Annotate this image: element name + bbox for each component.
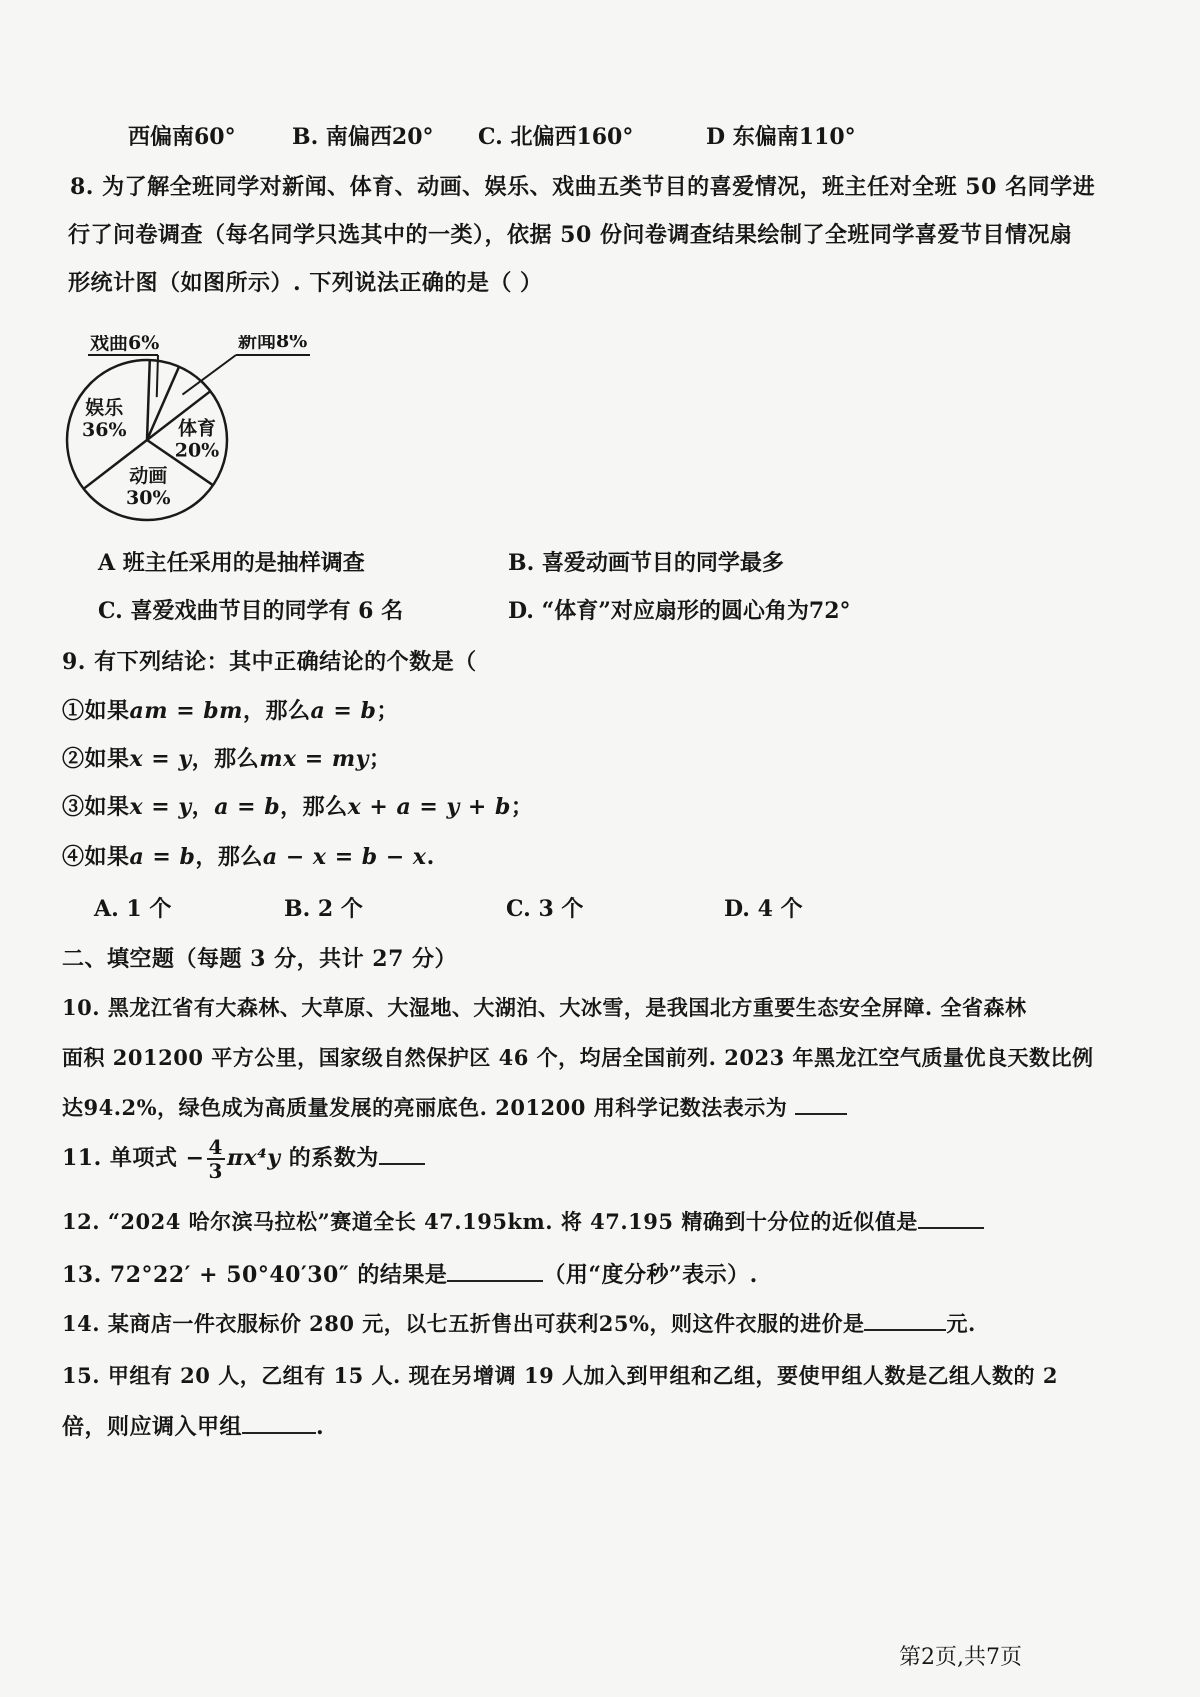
- q10-line2: 面积 201200 平方公里，国家级自然保护区 46 个，均居全国前列. 2023 年黑龙江空气质量优良天数比例: [62, 1045, 1094, 1070]
- page-footer: 第2页,共7页: [899, 1645, 1022, 1670]
- q10-answer-blank[interactable]: [795, 1095, 847, 1115]
- pie-callout-news-label: 新闻8%: [238, 335, 308, 352]
- q10-line1: 10. 黑龙江省有大森林、大草原、大湿地、大湖泊、大冰雪，是我国北方重要生态安全屏障. 全省森林: [62, 995, 1027, 1020]
- q8-option-b: B. 喜爱动画节目的同学最多: [508, 550, 784, 576]
- q9-statement-3: ③如果x = y，a = b，那么x + a = y + b；: [62, 794, 534, 820]
- pie-chart-svg: [60, 335, 380, 550]
- pie-value-娱乐: 36%: [82, 419, 127, 442]
- q13-line: 13. 72°22′ + 50°40′30″ 的结果是 （用“度分秒”表示）.: [62, 1262, 758, 1288]
- q9-statement-1: ①如果am = bm，那么a = b；: [62, 698, 399, 724]
- q9-option-c: C. 3 个: [506, 896, 584, 922]
- q15-line1: 15. 甲组有 20 人，乙组有 15 人. 现在另增调 19 人加入到甲组和乙组，要使甲组人数是乙组人数的 2: [62, 1363, 1058, 1388]
- pie-label-动画: 动画: [129, 464, 168, 487]
- q9-statement-2: ②如果x = y，那么mx = my；: [62, 746, 392, 772]
- pie-callout-opera-leader: [157, 355, 158, 397]
- pie-label-娱乐: 娱乐: [85, 397, 124, 420]
- q12-line: 12. “2024 哈尔滨马拉松”赛道全长 47.195km. 将 47.195 精确到十分位的近似值是: [62, 1206, 984, 1236]
- q9-option-d: D. 4 个: [724, 896, 803, 922]
- q14-answer-blank[interactable]: [864, 1311, 946, 1331]
- q10-line3: 达94.2%，绿色成为高质量发展的亮丽底色. 201200 用科学记数法表示为: [62, 1092, 847, 1122]
- q9-stem: 9. 有下列结论：其中正确结论的个数是（: [62, 649, 477, 675]
- pie-slice-戏曲-boundary: [147, 360, 150, 440]
- q11-line: 11. 单项式 − $\frac{4}{3}$ πx⁴y 的系数为: [62, 1136, 425, 1182]
- pie-chart: [60, 335, 380, 550]
- q9-option-a: A. 1 个: [94, 896, 172, 922]
- pie-value-体育: 20%: [174, 439, 220, 462]
- q8-option-a: A 班主任采用的是抽样调查: [98, 550, 365, 576]
- q8-option-c: C. 喜爱戏曲节目的同学有 6 名: [98, 598, 404, 624]
- pie-value-动画: 30%: [126, 486, 171, 509]
- section-heading-fill-blank: 二、填空题（每题 3 分，共计 27 分）: [62, 946, 458, 972]
- q8-stem-line1: 8. 为了解全班同学对新闻、体育、动画、娱乐、戏曲五类节目的喜爱情况，班主任对全班 50 名同学进: [70, 174, 1096, 200]
- q14-line: 14. 某商店一件衣服标价 280 元，以七五折售出可获利25%，则这件衣服的进价是 元.: [62, 1311, 976, 1336]
- pie-callout-opera-label: 戏曲6%: [90, 335, 160, 354]
- q9-option-b: B. 2 个: [284, 896, 363, 922]
- q7-option-c: C. 北偏西160°: [478, 124, 634, 150]
- q8-option-d: D. “体育”对应扇形的圆心角为72°: [508, 598, 851, 624]
- q15-line2: 倍，则应调入甲组 .: [62, 1414, 325, 1440]
- q11-answer-blank[interactable]: [379, 1145, 425, 1165]
- q8-stem-line2: 行了问卷调查（每名同学只选其中的一类），依据 50 份问卷调查结果绘制了全班同学喜爱节目情况扇: [68, 222, 1073, 248]
- q11-fraction: $\frac{4}{3}$: [208, 1135, 223, 1183]
- q8-stem-line3: 形统计图（如图所示）. 下列说法正确的是（ ）: [68, 270, 543, 296]
- pie-label-体育: 体育: [177, 417, 216, 440]
- q7-option-a: 西偏南60°: [128, 124, 236, 150]
- q13-answer-blank[interactable]: [447, 1262, 543, 1282]
- q12-answer-blank[interactable]: [918, 1209, 984, 1229]
- q9-statement-4: ④如果a = b，那么a − x = b − x.: [62, 844, 435, 870]
- q15-answer-blank[interactable]: [242, 1414, 316, 1434]
- q7-option-b: B. 南偏西20°: [292, 124, 434, 150]
- q7-option-d: D 东偏南110°: [706, 124, 856, 150]
